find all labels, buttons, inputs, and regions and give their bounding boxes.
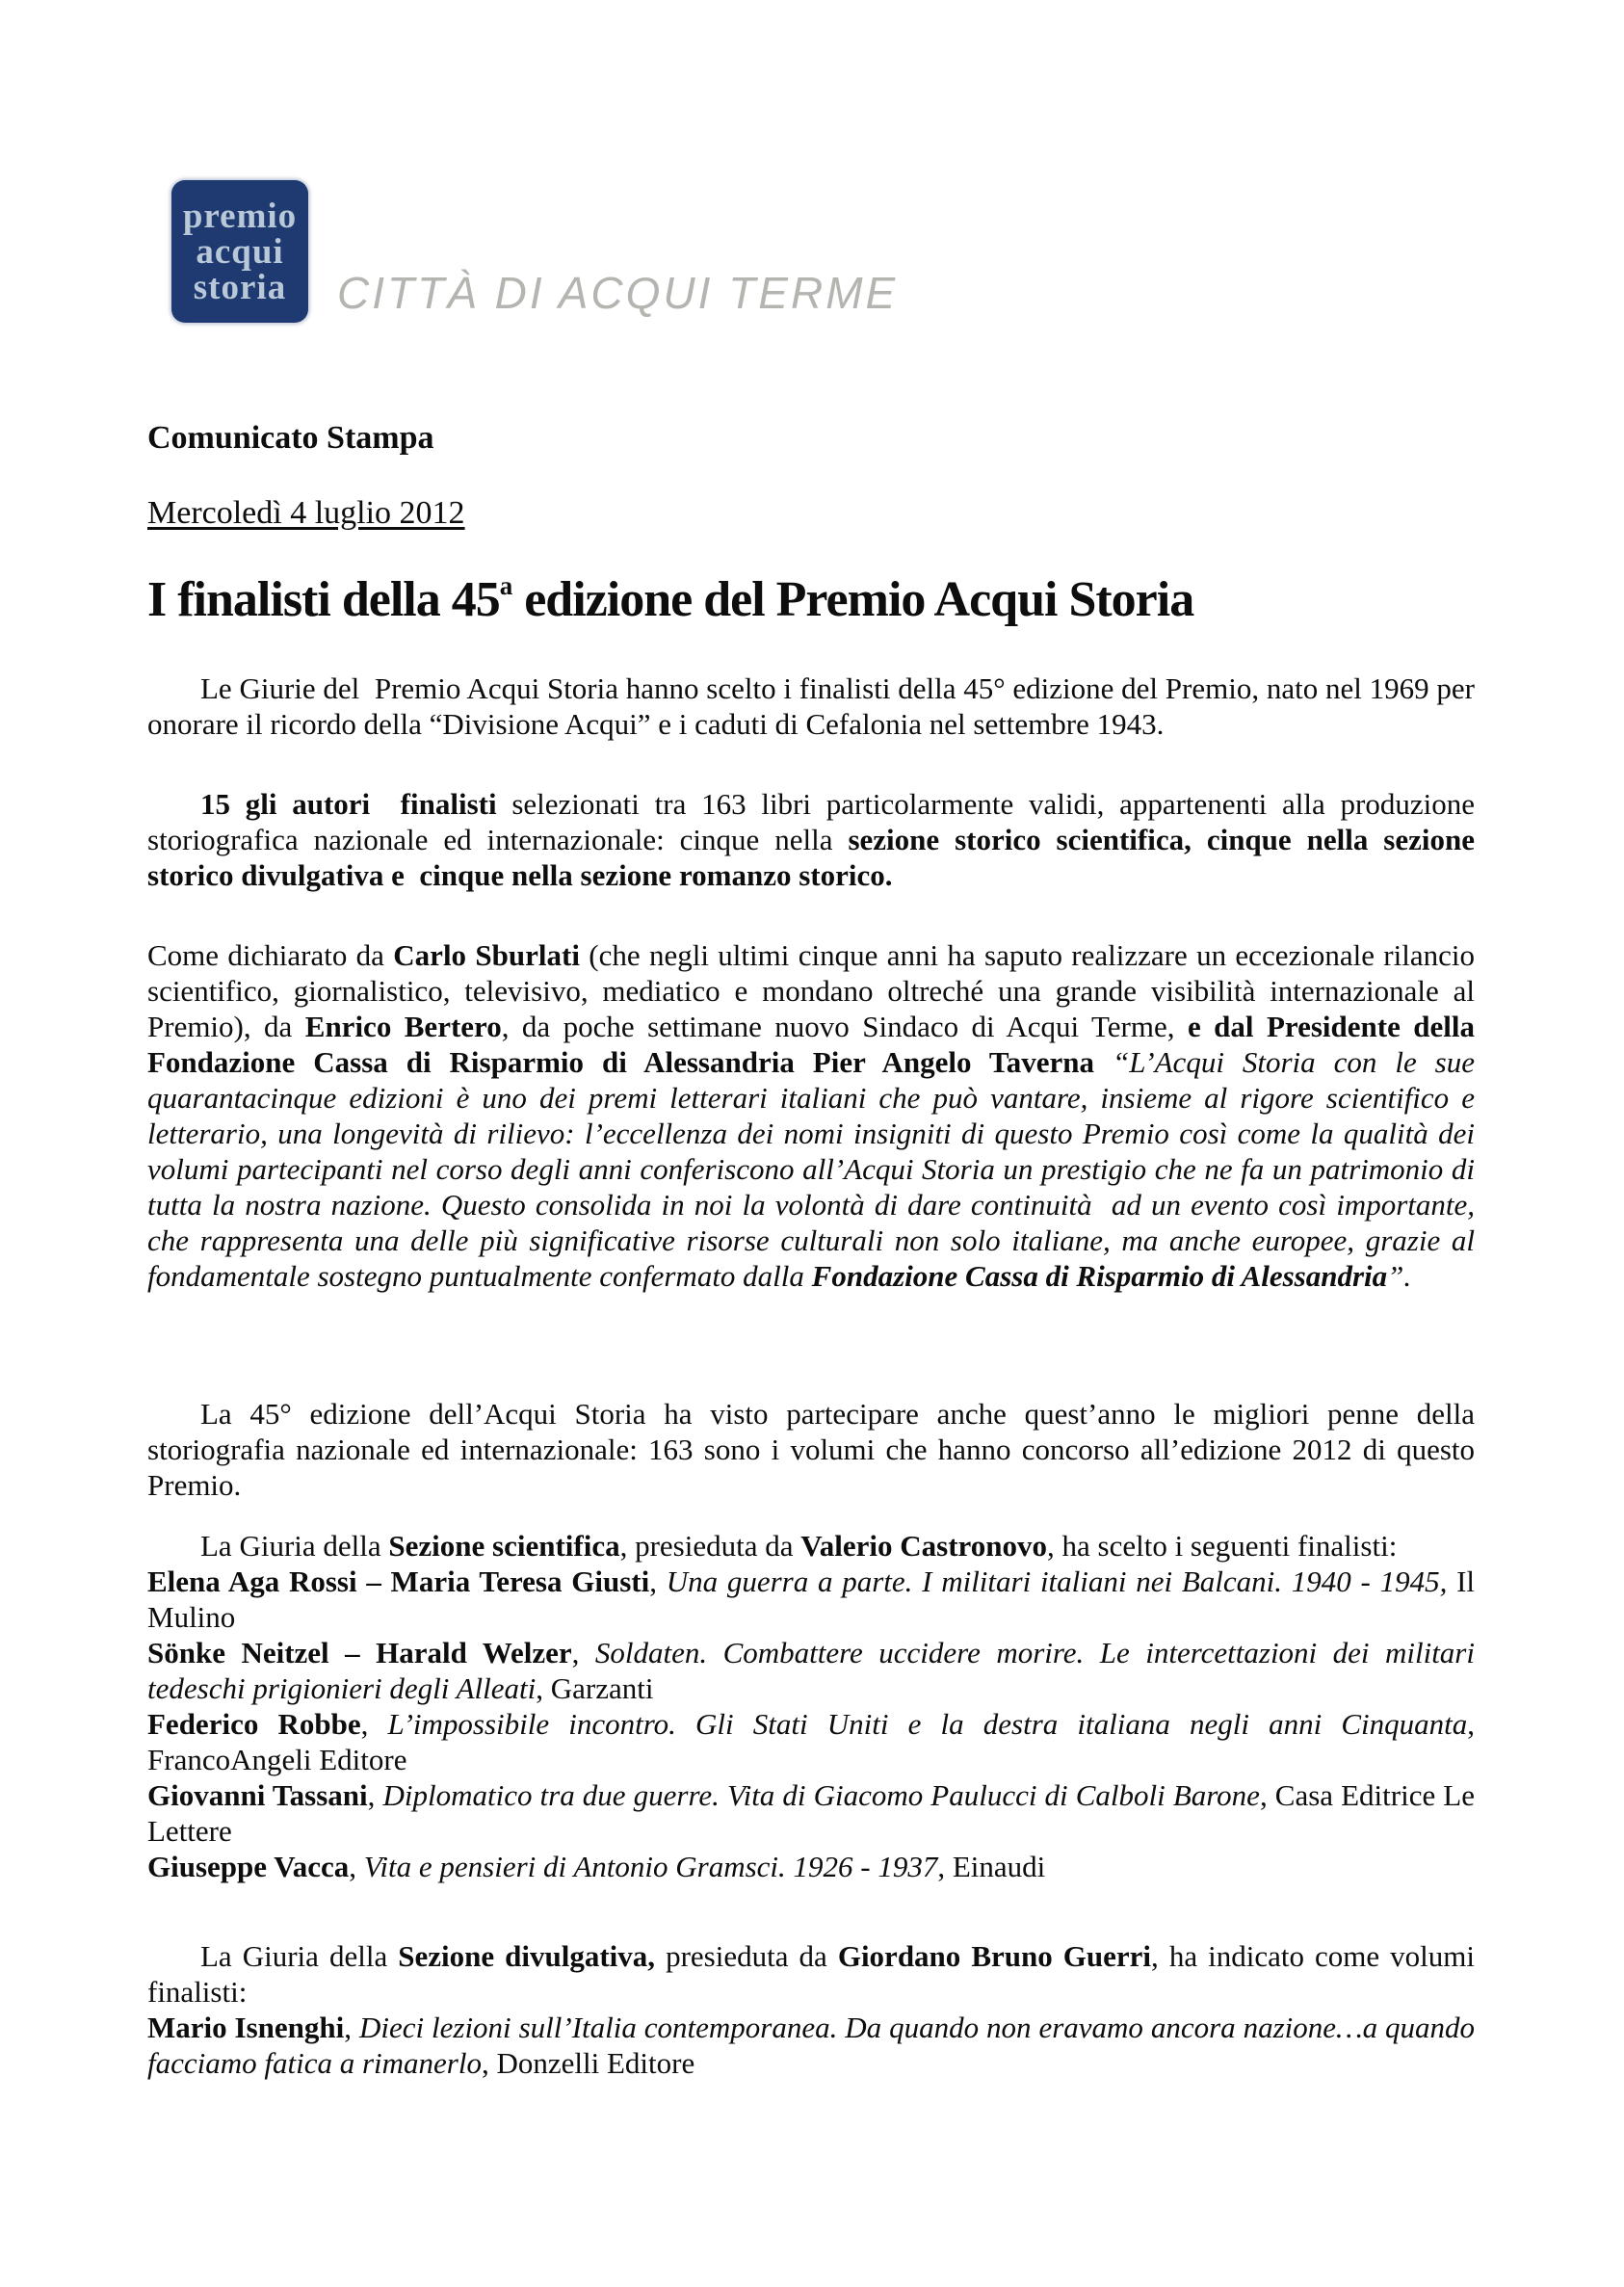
text-run: Elena Aga Rossi – Maria Teresa Giusti: [147, 1564, 650, 1598]
text-run: , Einaudi: [937, 1850, 1046, 1883]
text-run: Valerio Castronovo: [800, 1529, 1047, 1563]
text-run: presieduta da: [655, 1939, 838, 1973]
text-run: Come dichiarato da: [147, 938, 394, 972]
city-tagline: CITTÀ DI ACQUI TERME: [337, 268, 899, 318]
text-run: L’impossibile incontro. Gli Stati Uniti e la destra italiana negli anni Cinquanta: [387, 1707, 1468, 1741]
paragraph-jury-scientific: [147, 1528, 1475, 1564]
text-run: Una guerra a parte. I militari italiani nei Balcani. 1940 - 1945,: [666, 1564, 1448, 1598]
text-run: Enrico Bertero: [304, 1010, 502, 1043]
text-run: La 45° edizione dell’Acqui Storia ha visto partecipare anche quest’anno le migliori penne della storiografia nazionale ed internazionale: 163 sono i volumi che hanno concorso all’edizione 2012 di questo Premio.: [147, 1397, 1475, 1502]
text-run: Giordano Bruno Guerri: [837, 1939, 1152, 1973]
text-run: Sönke Neitzel – Harald Welzer: [147, 1636, 572, 1669]
book-entry-tassani: [147, 1777, 1475, 1849]
title-suffix: edizione del Premio Acqui Storia: [512, 572, 1194, 627]
book-entry-aga-rossi-giusti: [147, 1564, 1475, 1635]
logo-word-acqui: acqui: [196, 231, 284, 272]
text-run: La Giuria della: [200, 1529, 389, 1563]
paragraph-finalists-count: [147, 786, 1475, 893]
text-run: Giovanni Tassani: [147, 1778, 368, 1812]
text-run: “L’Acqui Storia con le sue quarantacinque edizioni è uno dei premi letterari italiani che può vantare, insieme al rigore scientifico e letterario, una longevità di rilievo: l’eccellenza dei nomi insigniti di questo Premio così come la qualità dei volumi partecipanti nel corso degli anni conferiscono all’Acqui Storia un prestigio che ne fa un patrimonio di tutta la nostra nazione. Questo consolida in noi la volontà di dare continuità ad un evento così importante, che rappresenta una delle più significative risorse culturali non solo italiane, ma anche europee, grazie al fondamentale sostegno puntualmente confermato dalla: [147, 1045, 1475, 1293]
text-run: ,: [349, 1850, 364, 1883]
logo-word-storia: storia: [193, 267, 287, 307]
date-line: Mercoledì 4 luglio 2012: [147, 495, 465, 531]
premio-acqui-storia-logo: [171, 180, 308, 323]
text-run: ,: [344, 2011, 359, 2044]
text-run: La Giuria della: [200, 1939, 399, 1973]
text-run: Sezione scientifica: [388, 1529, 620, 1563]
text-run: Diplomatico tra due guerre. Vita di Giacomo Paulucci di Calboli Barone: [382, 1778, 1260, 1812]
letterhead: [171, 180, 1475, 323]
text-run: Fondazione Cassa di Risparmio di Alessandria: [811, 1259, 1388, 1293]
text-run: ,: [360, 1707, 388, 1741]
text-run: , Casa Editrice Le Lettere: [147, 1778, 1475, 1848]
paragraph-juries-intro: [147, 670, 1475, 742]
logo-word-premio: premio: [182, 196, 298, 236]
text-run: , Garzanti: [536, 1671, 654, 1705]
book-entry-vacca: [147, 1849, 1475, 1884]
paragraph-declarations: [147, 937, 1475, 1294]
text-run: , ha scelto i seguenti finalisti:: [1047, 1529, 1398, 1563]
text-run: Federico Robbe: [147, 1707, 361, 1741]
text-run: Vita e pensieri di Antonio Gramsci. 1926 - 1937: [363, 1850, 938, 1883]
text-run: (che negli ultimi cinque anni ha saputo realizzare un eccezionale rilancio scientifico, giornalistico, televisivo, mediatico e mondano oltreché una grande visibilità internazionale al Premio), da: [147, 938, 1475, 1043]
page-title: [147, 573, 1475, 627]
press-release-label: Comunicato Stampa: [147, 420, 434, 456]
text-run: ,: [571, 1636, 595, 1669]
text-run: , FrancoAngeli Editore: [147, 1707, 1475, 1776]
book-entry-robbe: [147, 1706, 1475, 1777]
text-run: ”.: [1387, 1259, 1412, 1293]
text-run: selezionati tra 163 libri particolarmente validi, appartenenti alla produzione storiografica nazionale ed internazionale: cinque nella: [147, 787, 1475, 856]
text-run: Mario Isnenghi: [147, 2011, 345, 2044]
text-run: Dieci lezioni sull’Italia contemporanea. Da quando non eravamo ancora nazione…a quando facciamo fatica a rimanerlo: [147, 2011, 1475, 2080]
text-run: sezione storico scientifica, cinque nella sezione storico divulgativa e cinque nella sezione romanzo storico.: [147, 823, 1475, 892]
text-run: e dal Presidente della Fondazione Cassa di Risparmio di Alessandria Pier Angelo Taverna: [147, 1010, 1475, 1079]
book-entry-isnenghi: [147, 2010, 1475, 2081]
text-run: , da poche settimane nuovo Sindaco di Acqui Terme,: [501, 1010, 1188, 1043]
paragraph-jury-divulgative: [147, 1938, 1475, 2010]
text-run: , presieduta da: [619, 1529, 801, 1563]
text-run: ,: [367, 1778, 383, 1812]
text-run: , Donzelli Editore: [481, 2046, 695, 2080]
text-run: Il Mulino: [147, 1564, 1476, 1634]
text-run: Carlo Sburlati: [393, 938, 580, 972]
title-prefix: I finalisti della 45: [147, 572, 500, 627]
text-run: Le Giurie del Premio Acqui Storia hanno scelto i finalisti della 45° edizione del Premio, nato nel 1969 per onorare il ricordo della “Divisione Acqui” e i caduti di Cefalonia nel settembre 1943.: [147, 671, 1475, 741]
text-run: ,: [649, 1564, 667, 1598]
text-run: , ha indicato come volumi finalisti:: [147, 1939, 1476, 2009]
book-entry-neitzel-welzer: [147, 1635, 1475, 1706]
text-run: Soldaten. Combattere uccidere morire. Le intercettazioni dei militari tedeschi prigionieri degli Alleati: [147, 1636, 1475, 1705]
paragraph-edition-2012: [147, 1396, 1475, 1503]
text-run: 15 gli autori finalisti: [200, 787, 512, 821]
text-run: Giuseppe Vacca: [147, 1850, 350, 1883]
text-run: Sezione divulgativa,: [398, 1939, 656, 1973]
title-superscript: a: [499, 571, 513, 600]
